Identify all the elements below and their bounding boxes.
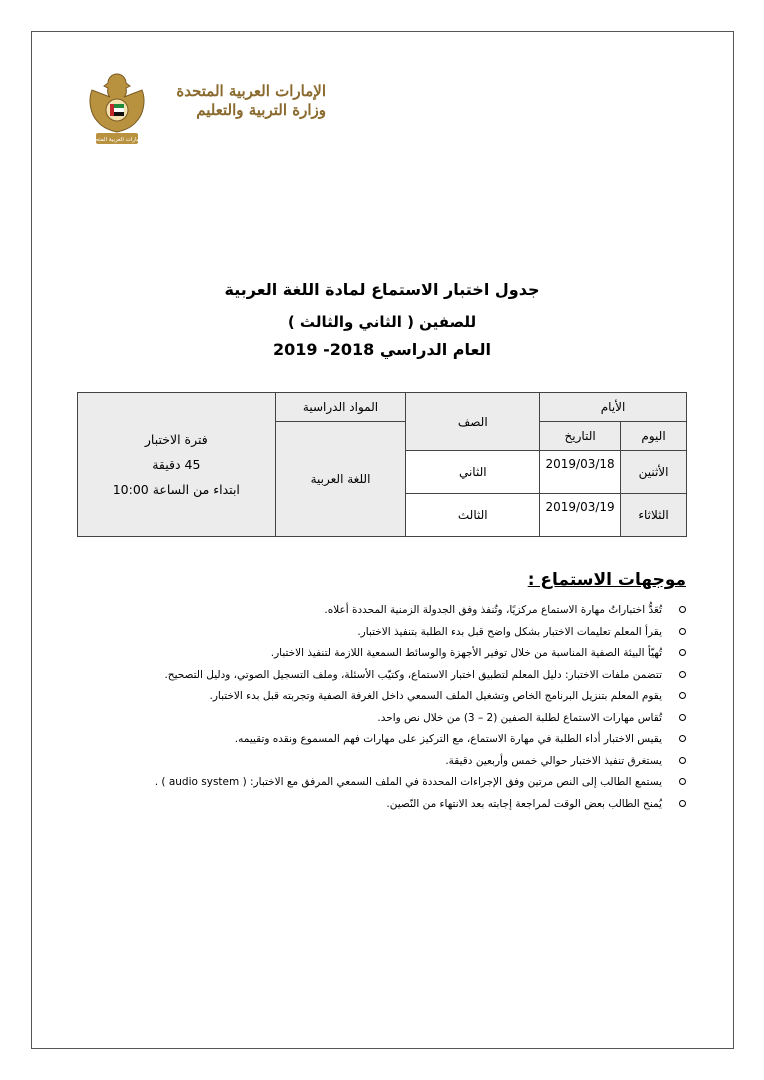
period-duration: 45 دقيقة: [152, 457, 201, 472]
page-border: [31, 31, 734, 1049]
row-date: 2019/03/18: [540, 451, 621, 494]
ministry-header: [86, 70, 326, 150]
period-start: ابتداء من الساعة 10:00: [112, 482, 240, 497]
list-item: يقيس الاختبار أداء الطلبة في مهارة الاستماع، مع التركيز على مهارات فهم المسموع ونقده وتقييمه.: [78, 729, 688, 751]
header-day: اليوم: [621, 422, 687, 451]
list-item: يقوم المعلم بتنزيل البرنامج الخاص وتشغيل الملف السمعي داخل الغرفة الصفية وتجربته قبل بدء الاختبار.: [78, 686, 688, 708]
list-item: يُمنح الطالب بعض الوقت لمراجعة إجابته بعد الانتهاء من النّصين.: [78, 794, 688, 816]
row-day: الثلاثاء: [621, 494, 687, 537]
list-item: يستغرق تنفيذ الاختبار حوالي خمس وأربعين دقيقة.: [78, 751, 688, 773]
bullet-circle-icon: [679, 692, 686, 699]
period-label: فترة الاختبار: [144, 432, 208, 447]
uae-emblem-icon: [86, 70, 148, 146]
schedule-table: [77, 392, 687, 537]
list-item: تُقاس مهارات الاستماع لطلبة الصفين (2 – 3) من خلال نص واحد.: [78, 708, 688, 730]
header-days: الأيام: [540, 393, 687, 422]
header-subjects: المواد الدراسية: [275, 393, 406, 422]
ministry-name: وزارة التربية والتعليم: [196, 101, 326, 119]
bullet-circle-icon: [679, 778, 686, 785]
list-item: يستمع الطالب إلى النص مرتين وفق الإجراءات المحددة في الملف السمعي المرفق مع الاختبار: ( audio system ) .: [78, 772, 688, 794]
bullet-circle-icon: [679, 735, 686, 742]
row-grade: الثالث: [406, 494, 540, 537]
guidelines-list: [78, 600, 688, 815]
list-item: تتضمن ملفات الاختبار: دليل المعلم لتطبيق اختبار الاستماع، وكتيّب الأسئلة، وملف التسجيل الصوتي، ودليل التصحيح.: [78, 665, 688, 687]
bullet-circle-icon: [679, 628, 686, 635]
document-title: جدول اختبار الاستماع لمادة اللغة العربية: [224, 280, 540, 299]
row-date: 2019/03/19: [540, 494, 621, 537]
bullet-circle-icon: [679, 671, 686, 678]
subject-cell: اللغة العربية: [275, 422, 406, 537]
bullet-circle-icon: [679, 757, 686, 764]
exam-period: [78, 393, 276, 537]
grades-subtitle: للصفين ( الثاني والثالث ): [287, 313, 477, 331]
row-grade: الثاني: [406, 451, 540, 494]
list-item: تُعَدُّ اختباراتُ مهارة الاستماع مركزيًا، وتُنفذ وفق الجدولة الزمنية المحددة أعلاه.: [78, 600, 688, 622]
emblem-caption: الإمارات العربية المتحدة: [89, 137, 145, 143]
list-item: يقرأ المعلم تعليمات الاختبار بشكل واضح قبل بدء الطلبة بتنفيذ الاختبار.: [78, 622, 688, 644]
guidelines-title: موجهات الاستماع :: [527, 570, 686, 590]
bullet-circle-icon: [679, 606, 686, 613]
bullet-circle-icon: [679, 800, 686, 807]
academic-year: العام الدراسي 2018- 2019: [272, 340, 492, 359]
bullet-circle-icon: [679, 714, 686, 721]
header-grade: الصف: [406, 393, 540, 451]
bullet-circle-icon: [679, 649, 686, 656]
country-name: الإمارات العربية المتحدة: [176, 82, 326, 100]
row-day: الأثنين: [621, 451, 687, 494]
header-date: التاريخ: [540, 422, 621, 451]
list-item: تُهيّأ البيئة الصفية المناسبة من خلال توفير الأجهزة والوسائط السمعية اللازمة لتنفيذ الاختبار.: [78, 643, 688, 665]
